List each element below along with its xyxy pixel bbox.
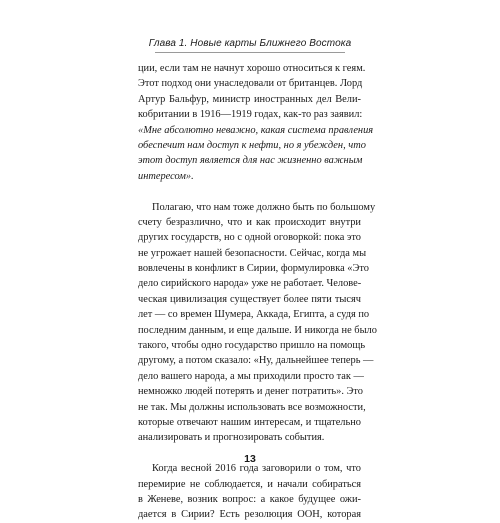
text-line: вовлечены в конфликт в Сирии, формулировка «Это bbox=[138, 263, 369, 275]
text-line: Артур Бальфур, министр иностранных дел Вели- bbox=[138, 93, 361, 105]
text-line: Этот подход они унаследовали от британцев. Лорд bbox=[138, 78, 363, 90]
text-line: дается в Сирии? Есть резолюция ООН, которая bbox=[138, 509, 361, 521]
text-line: перемирие не соблюдается, и начали собираться bbox=[138, 478, 361, 490]
text-line: анализировать и прогнозировать события. bbox=[138, 432, 325, 444]
text-line: обеспечит нам доступ к нефти, но я убежден, что bbox=[138, 139, 366, 151]
text-line: интересом». bbox=[138, 170, 194, 182]
text-line: других государств, но с одной оговоркой: пока это bbox=[138, 232, 361, 244]
paragraph bbox=[138, 461, 361, 523]
paragraph bbox=[138, 200, 377, 446]
text-line: в Женеве, возник вопрос: а какое будущее ожи- bbox=[138, 493, 361, 505]
text-line: последним данным, и еще дальше. И никогда не было bbox=[138, 324, 377, 336]
text-line: не угрожает нашей безопасности. Сейчас, когда мы bbox=[138, 247, 367, 259]
paragraph bbox=[138, 61, 374, 184]
header-rule bbox=[155, 52, 345, 53]
text-line: немножко людей потерять и денег потратить». Это bbox=[138, 386, 363, 398]
text-line: не так. Мы должны использовать все возможности, bbox=[138, 401, 366, 413]
text-line: другому, а потом сказало: «Ну, дальнейшее теперь — bbox=[138, 355, 374, 367]
text-line: лет — со времен Шумера, Аккада, Египта, а судя по bbox=[138, 309, 370, 321]
text-line: которые отвечают нашим интересам, и тщательно bbox=[138, 416, 361, 428]
text-line: ческая цивилизация существует более пяти тысяч bbox=[138, 293, 361, 305]
text-line: Полагаю, что нам тоже должно быть по большому bbox=[152, 201, 376, 213]
text-line: Когда весной 2016 года заговорили о том, что bbox=[152, 463, 361, 475]
page-number: 13 bbox=[244, 453, 256, 465]
text-line: этот доступ является для нас жизненно важным bbox=[138, 155, 363, 167]
text-line: ции, если там не начнут хорошо относиться к геям. bbox=[138, 63, 366, 74]
text-line: счету безразлично, что и как происходит внутри bbox=[138, 216, 361, 228]
running-header: Глава 1. Новые карты Ближнего Востока bbox=[148, 38, 352, 49]
text-line: такого, чтобы одно государство пришло на помощь bbox=[138, 340, 366, 352]
text-line: дело сирийского народа» уже не работает. Челове- bbox=[138, 278, 362, 290]
paragraph-gap bbox=[138, 184, 361, 199]
text-line: кобритании в 1916—1919 годах, как-то раз заявил: bbox=[138, 109, 363, 121]
text-line: «Мне абсолютно неважно, какая система правления bbox=[138, 124, 374, 136]
text-line: дело вашего народа, а мы приходили просто так — bbox=[138, 370, 364, 382]
